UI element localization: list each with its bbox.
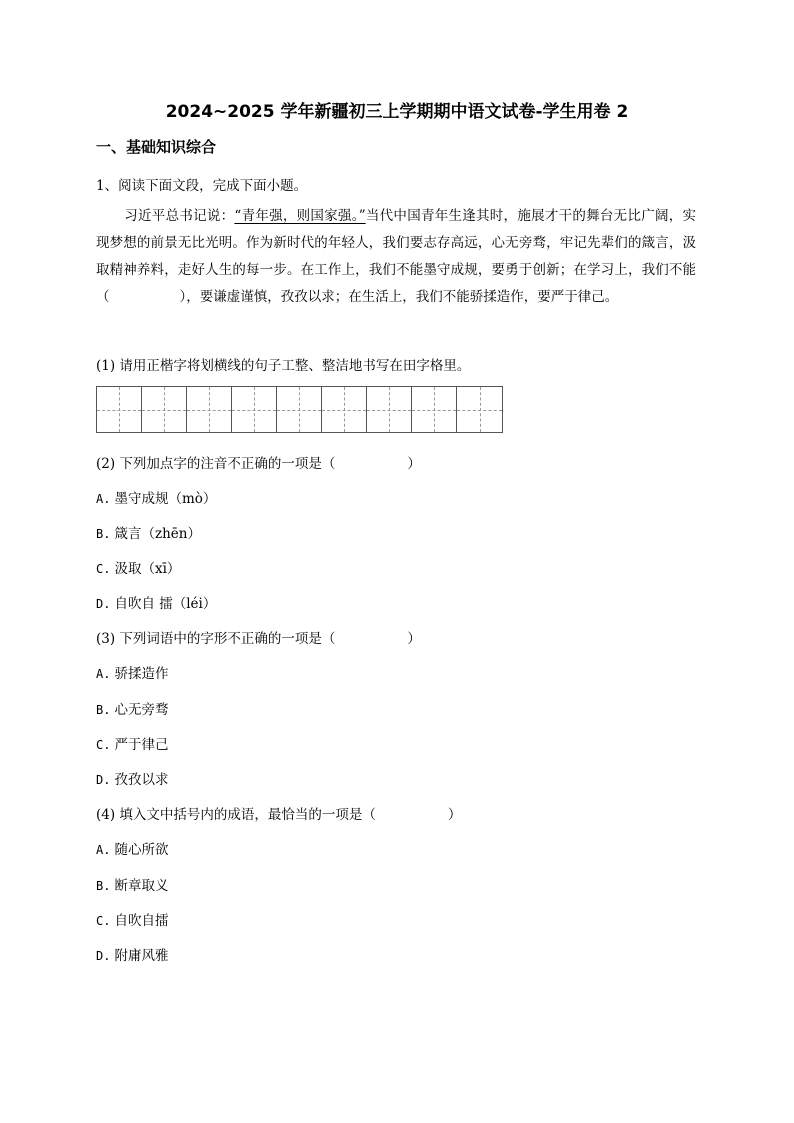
option-label: A. [96, 667, 111, 681]
q2-prompt-close: ） [407, 456, 421, 472]
q3-prompt [96, 627, 421, 647]
q4-option-c[interactable] [96, 909, 168, 929]
q2-option-d[interactable] [96, 592, 216, 612]
q2-prompt [96, 452, 421, 472]
option-text: 墨守成规（mò） [114, 491, 217, 507]
grid-cell[interactable] [412, 387, 457, 432]
option-text: 附庸风雅 [114, 948, 169, 964]
q4-prompt [96, 803, 461, 823]
grid-cell[interactable] [322, 387, 367, 432]
option-text: 孜孜以求 [114, 772, 169, 788]
grid-cell[interactable] [367, 387, 412, 432]
option-label: A. [96, 843, 111, 857]
q4-option-a[interactable] [96, 838, 168, 858]
q3-option-a[interactable] [96, 662, 168, 682]
grid-cell[interactable] [457, 387, 502, 432]
page-title: 2024~2025 学年新疆初三上学期期中语文试卷-学生用卷 2 [165, 102, 629, 122]
option-label: B. [96, 527, 111, 541]
q3-prompt-close: ） [407, 631, 421, 647]
option-text: 骄揉造作 [114, 666, 169, 682]
grid-cell[interactable] [97, 387, 142, 432]
option-text: 严于律己 [114, 737, 169, 753]
passage-lead: 习近平总书记说： [124, 208, 235, 224]
q2-option-b[interactable] [96, 522, 201, 542]
option-label: D. [96, 773, 111, 787]
option-text: 箴言（zhēn） [114, 526, 201, 542]
passage-after-blank: ），要谦虚谨慎，孜孜以求；在生活上，我们不能骄揉造作，要严于律己。 [179, 289, 619, 305]
q2-option-a[interactable] [96, 487, 216, 507]
grid-cell[interactable] [232, 387, 277, 432]
option-label: A. [96, 492, 111, 506]
tianzige-grid[interactable] [96, 386, 503, 433]
q4-prompt-text: (4) 填入文中括号内的成语，最恰当的一项是（ [96, 807, 376, 823]
option-text: 汲取（xī） [114, 561, 181, 577]
option-label: D. [96, 949, 111, 963]
option-label: C. [96, 562, 111, 576]
grid-cell[interactable] [187, 387, 232, 432]
passage-body: 当代中国青年生逢其时，施展才干的舞台无比广阔，实现梦想的前景无比光明。作为新时代的年轻人，我们要志存高远，心无旁骛，牢记先辈们的箴言，汲取精神养料，走好人生的每一步。在工作上，我们不能墨守成规，要勇于创新；在学习上，我们不能（ [96, 208, 697, 305]
q3-option-b[interactable] [96, 698, 168, 718]
q4-prompt-close: ） [447, 807, 462, 823]
grid-cell[interactable] [277, 387, 322, 432]
option-text: 自吹自 擂（léi） [114, 596, 217, 612]
option-text: 随心所欲 [114, 842, 169, 858]
underlined-quote: “青年强，则国家强。” [234, 208, 366, 224]
q4-option-d[interactable] [96, 944, 168, 964]
section-heading: 一、基础知识综合 [96, 138, 217, 156]
option-text: 心无旁骛 [114, 702, 169, 718]
q1-prompt: (1) 请用正楷字将划横线的句子工整、整洁地书写在田字格里。 [96, 358, 471, 374]
q2-prompt-text: (2) 下列加点字的注音不正确的一项是（ [96, 456, 336, 472]
q3-option-c[interactable] [96, 733, 168, 753]
q3-prompt-text: (3) 下列词语中的字形不正确的一项是（ [96, 631, 336, 647]
option-label: D. [96, 597, 111, 611]
option-text: 断章取义 [114, 878, 169, 894]
question-intro: 1、阅读下面文段，完成下面小题。 [96, 178, 308, 194]
option-text: 自吹自擂 [114, 913, 169, 929]
q2-option-c[interactable] [96, 557, 180, 577]
q3-option-d[interactable] [96, 768, 168, 788]
option-label: C. [96, 914, 111, 928]
option-label: B. [96, 703, 111, 717]
reading-passage [96, 203, 696, 311]
option-label: B. [96, 879, 111, 893]
grid-cell[interactable] [142, 387, 187, 432]
q4-option-b[interactable] [96, 874, 168, 894]
option-label: C. [96, 738, 111, 752]
